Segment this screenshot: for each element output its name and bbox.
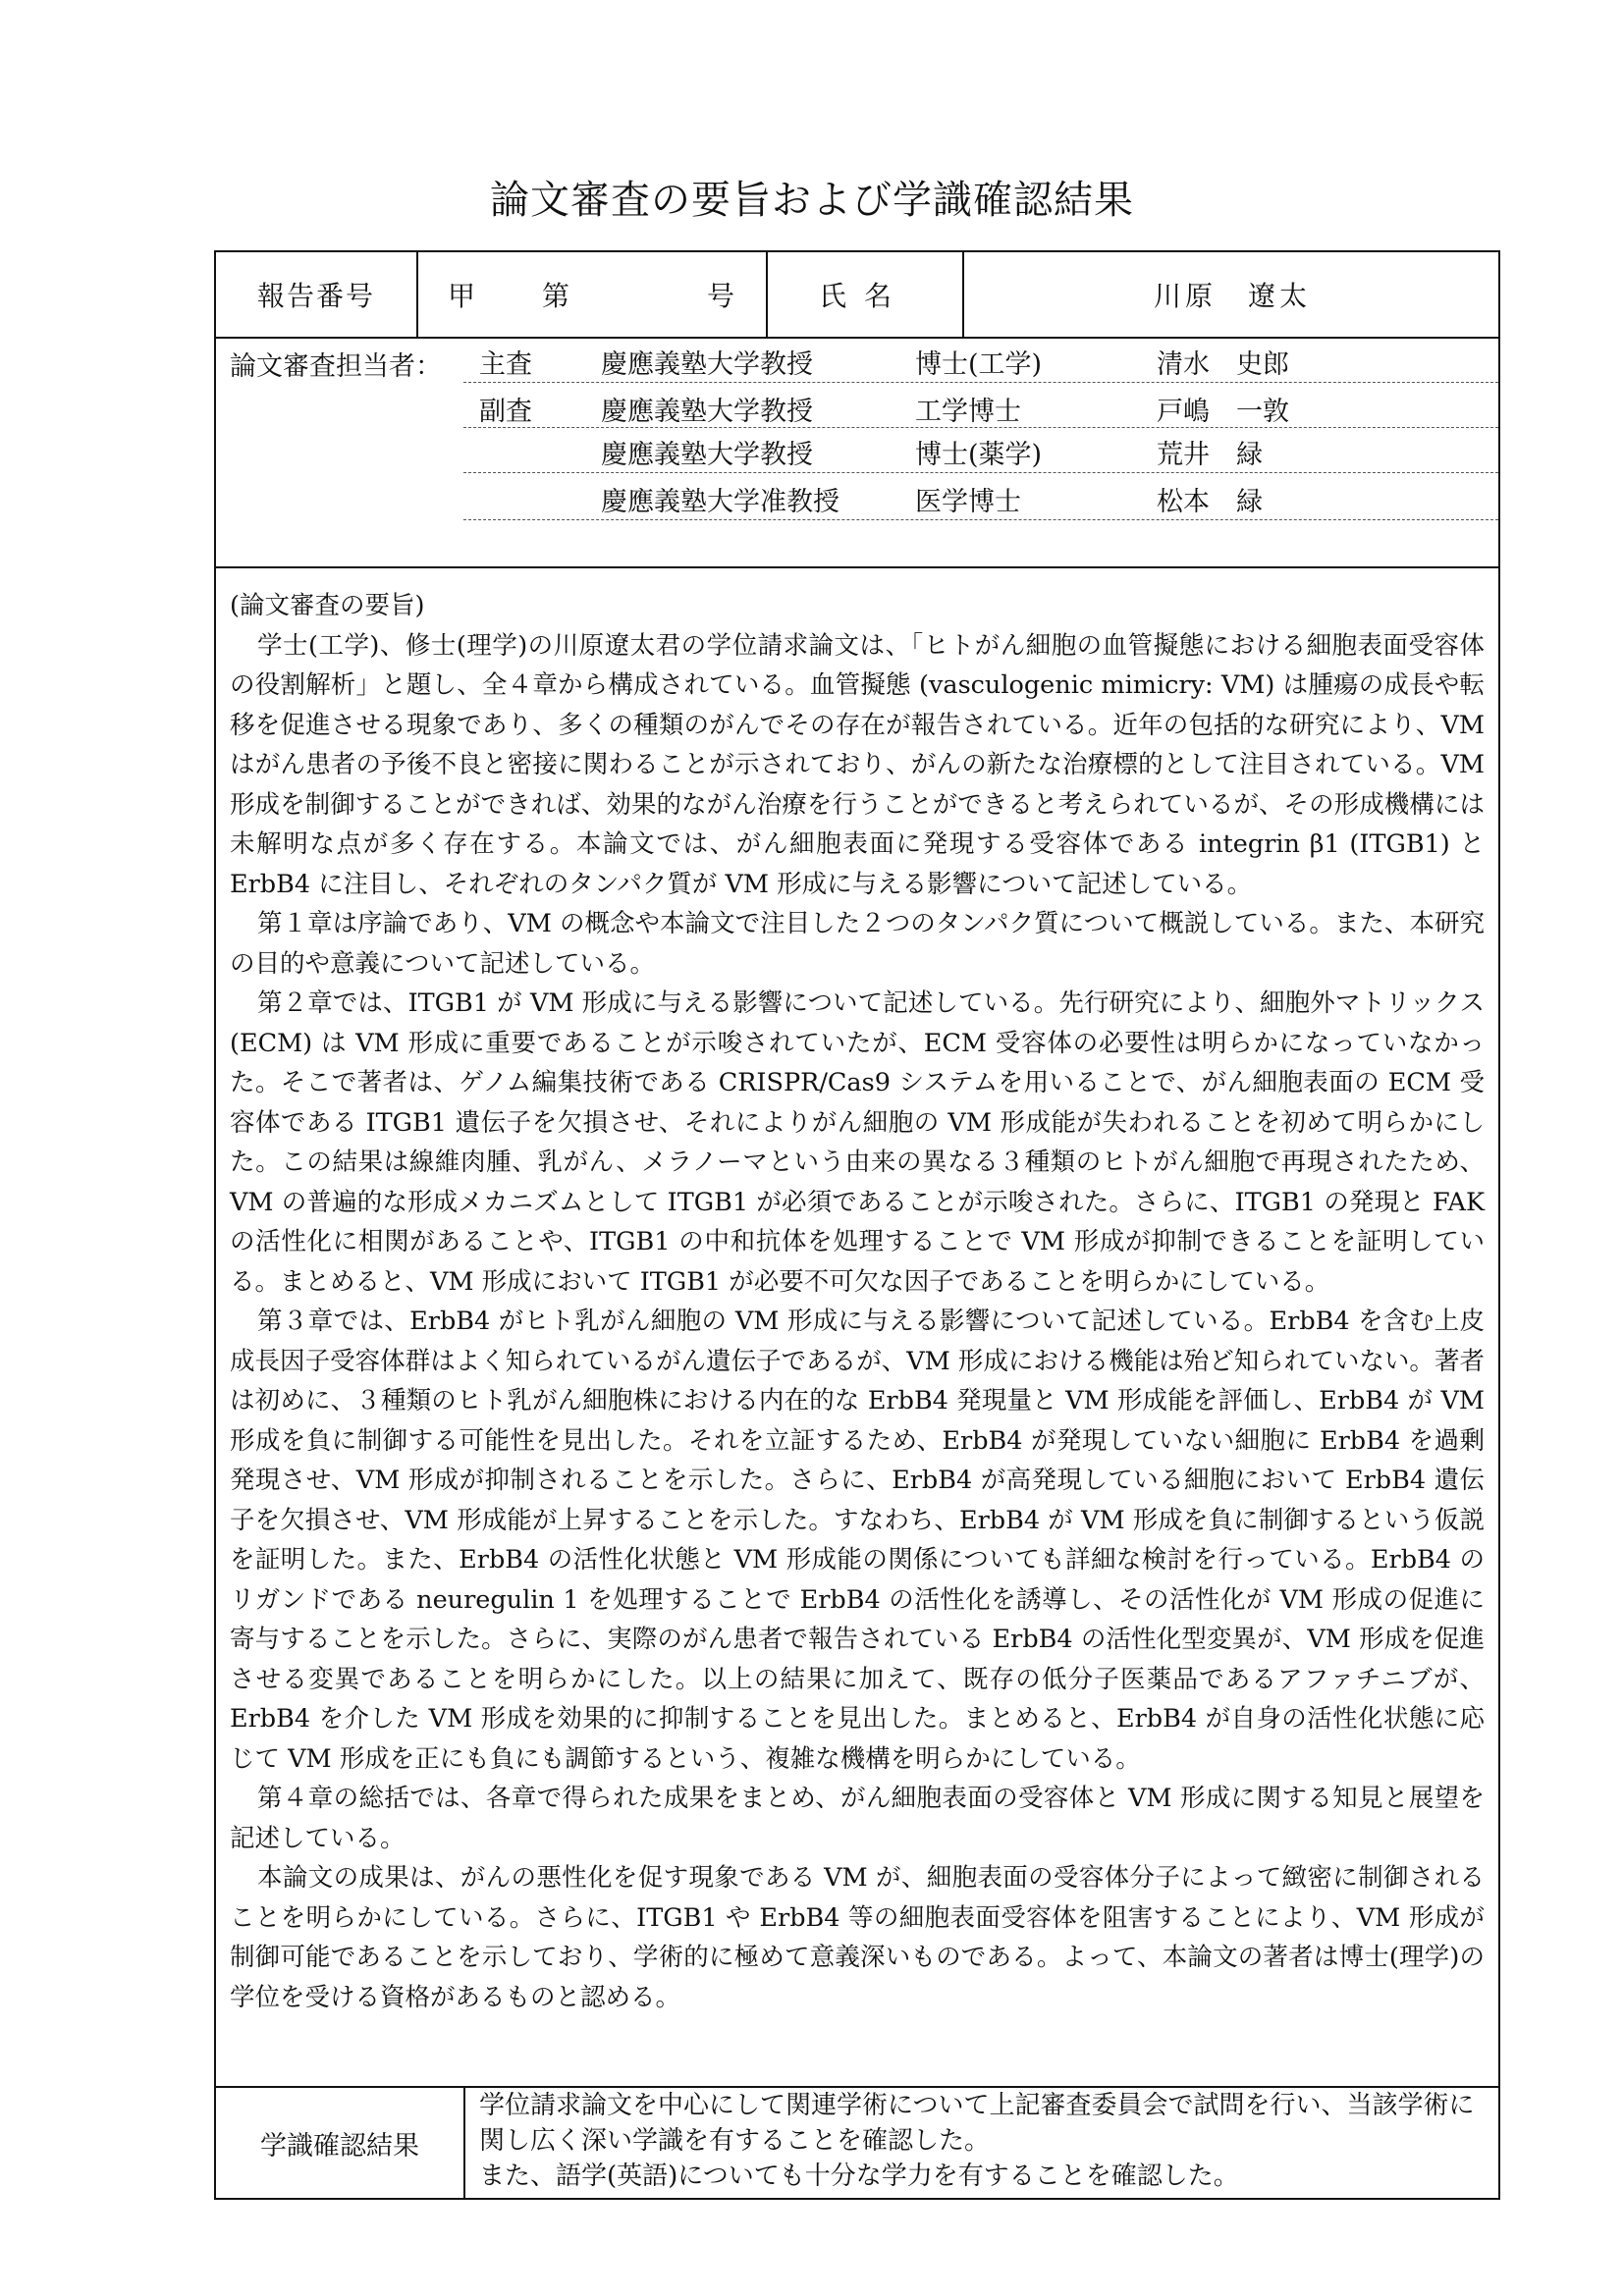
name-label: 氏名 [818, 280, 909, 312]
committee-member [216, 474, 1498, 519]
member-name: 戸嶋 一敦 [1157, 397, 1289, 427]
row-divider [463, 472, 1498, 473]
abstract-paragraph: 学士(工学)、修士(理学)の川原遼太君の学位請求論文は、「ヒトがん細胞の血管擬態における細胞表面受容体の役割解析」と題し、全４章から構成されている。血管擬態 (vasculogenic mimicry: VM) は腫瘍の成長や転移を促進させる現象であり、多くの種類のがんでその存在が報告されている。近年の包括的な研究により、VM はがん患者の予後不良と密接に関わることが示されており、がんの新たな治療標的として注目されている。VM 形成を制御することができれば、効果的ながん治療を行うことができると考えられているが、その形成機構には未解明な点が多く存在する。本論文では、がん細胞表面に発現する受容体である integrin β1 (ITGB1) と ErbB4 に注目し、それぞれのタンパク質が VM 形成に与える影響について記述している。 [230, 630, 1485, 899]
report-number-prefix: 甲 第 [447, 280, 589, 312]
result-text [479, 2088, 1489, 2194]
member-role: 主査 [479, 349, 532, 380]
member-affiliation: 慶應義塾大学教授 [601, 440, 813, 470]
abstract-paragraph: 第２章では、ITGB1 が VM 形成に与える影響について記述している。先行研究により、細胞外マトリックス (ECM) は VM 形成に重要であることが示唆されていたが、ECM 受容体の必要性は明らかになっていなかった。そこで著者は、ゲノム編集技術である CRISPR/Cas9 システムを用いることで、がん細胞表面の ECM 受容体である ITGB1 遺伝子を欠損させ、それによりがん細胞の VM 形成能が失われることを初めて明らかにした。この結果は線維肉腫、乳がん、メラノーマという由来の異なる３種類のヒトがん細胞で再現されたため、VM の普遍的な形成メカニズムとして ITGB1 が必須であることが示唆された。さらに、ITGB1 の発現と FAK の活性化に相関があることや、ITGB1 の中和抗体を処理することで VM 形成が抑制できることを証明している。まとめると、VM 形成において ITGB1 が必要不可欠な因子であることを明らかにしている。 [230, 988, 1485, 1297]
member-role: 副査 [479, 397, 532, 427]
member-name: 松本 緑 [1157, 487, 1263, 517]
report-number-label: 報告番号 [256, 280, 375, 312]
member-degree: 博士(工学) [915, 349, 1043, 380]
result-line: また、語学(英語)についても十分な学力を有することを確認した。 [479, 2162, 1239, 2191]
member-degree: 博士(薬学) [915, 440, 1043, 470]
member-degree: 工学博士 [915, 397, 1021, 427]
header-row [216, 252, 1498, 339]
result-line: 学位請求論文を中心にして関連学術について上記審査委員会で試問を行い、当該学術に関し広く深い学識を有することを確認した。 [479, 2091, 1475, 2156]
member-affiliation: 慶應義塾大学准教授 [601, 487, 839, 517]
abstract-heading: (論文審査の要旨) [230, 591, 425, 620]
candidate-name: 川原 遼太 [1153, 280, 1311, 312]
committee-section [216, 337, 1498, 568]
report-number-value [416, 252, 766, 337]
member-affiliation: 慶應義塾大学教授 [601, 349, 813, 380]
committee-label: 論文審査担当者： [230, 351, 442, 382]
committee-member [216, 337, 1498, 382]
review-form [214, 250, 1500, 2200]
result-label: 学識確認結果 [216, 2086, 465, 2200]
member-name: 清水 史郎 [1157, 349, 1289, 380]
abstract-paragraph: 第４章の総括では、各章で得られた成果をまとめ、がん細胞表面の受容体と VM 形成に関する知見と展望を記述している。 [230, 1784, 1485, 1853]
abstract-section [216, 566, 1498, 2088]
member-name: 荒井 緑 [1157, 440, 1263, 470]
committee-member [216, 384, 1498, 429]
abstract-paragraph: 第１章は序論であり、VM の概念や本論文で注目した２つのタンパク質について概説している。また、本研究の目的や意義について記述している。 [230, 909, 1485, 979]
report-number-suffix: 号 [707, 280, 735, 312]
abstract-paragraph: 本論文の成果は、がんの悪性化を促す現象である VM が、細胞表面の受容体分子によって緻密に制御されることを明らかにしている。さらに、ITGB1 や ErbB4 等の細胞表面受容体を阻害することにより、VM 形成が制御可能であることを示しており、学術的に極めて意義深いものである。よって、本論文の著者は博士(理学)の学位を受ける資格があるものと認める。 [230, 1863, 1485, 2012]
row-divider [463, 519, 1498, 520]
abstract-paragraph: 第３章では、ErbB4 がヒト乳がん細胞の VM 形成に与える影響について記述している。ErbB4 を含む上皮成長因子受容体群はよく知られているがん遺伝子であるが、VM 形成における機能は殆ど知られていない。著者は初めに、３種類のヒト乳がん細胞株における内在的な ErbB4 発現量と VM 形成能を評価し、ErbB4 が VM 形成を負に制御する可能性を見出した。それを立証するため、ErbB4 が発現していない細胞に ErbB4 を過剰発現させ、VM 形成が抑制されることを示した。さらに、ErbB4 が高発現している細胞において ErbB4 遺伝子を欠損させ、VM 形成能が上昇することを示した。すなわち、ErbB4 が VM 形成を負に制御するという仮説を証明した。また、ErbB4 の活性化状態と VM 形成能の関係についても詳細な検討を行っている。ErbB4 のリガンドである neuregulin 1 を処理することで ErbB4 の活性化を誘導し、その活性化が VM 形成の促進に寄与することを示した。さらに、実際のがん患者で報告されている ErbB4 の活性化型変異が、VM 形成を促進させる変異であることを明らかにした。以上の結果に加えて、既存の低分子医薬品であるアファチニブが、ErbB4 を介した VM 形成を効果的に抑制することを見出した。まとめると、ErbB4 が自身の活性化状態に応じて VM 形成を正にも負にも調節するという、複雑な機構を明らかにしている。 [230, 1307, 1485, 1774]
abstract-text [230, 586, 1485, 2017]
row-divider [463, 382, 1498, 383]
member-degree: 医学博士 [915, 487, 1021, 517]
result-section [216, 2086, 1498, 2200]
member-affiliation: 慶應義塾大学教授 [601, 397, 813, 427]
committee-member [216, 427, 1498, 472]
page-title: 論文審査の要旨および学識確認結果 [490, 178, 1134, 223]
